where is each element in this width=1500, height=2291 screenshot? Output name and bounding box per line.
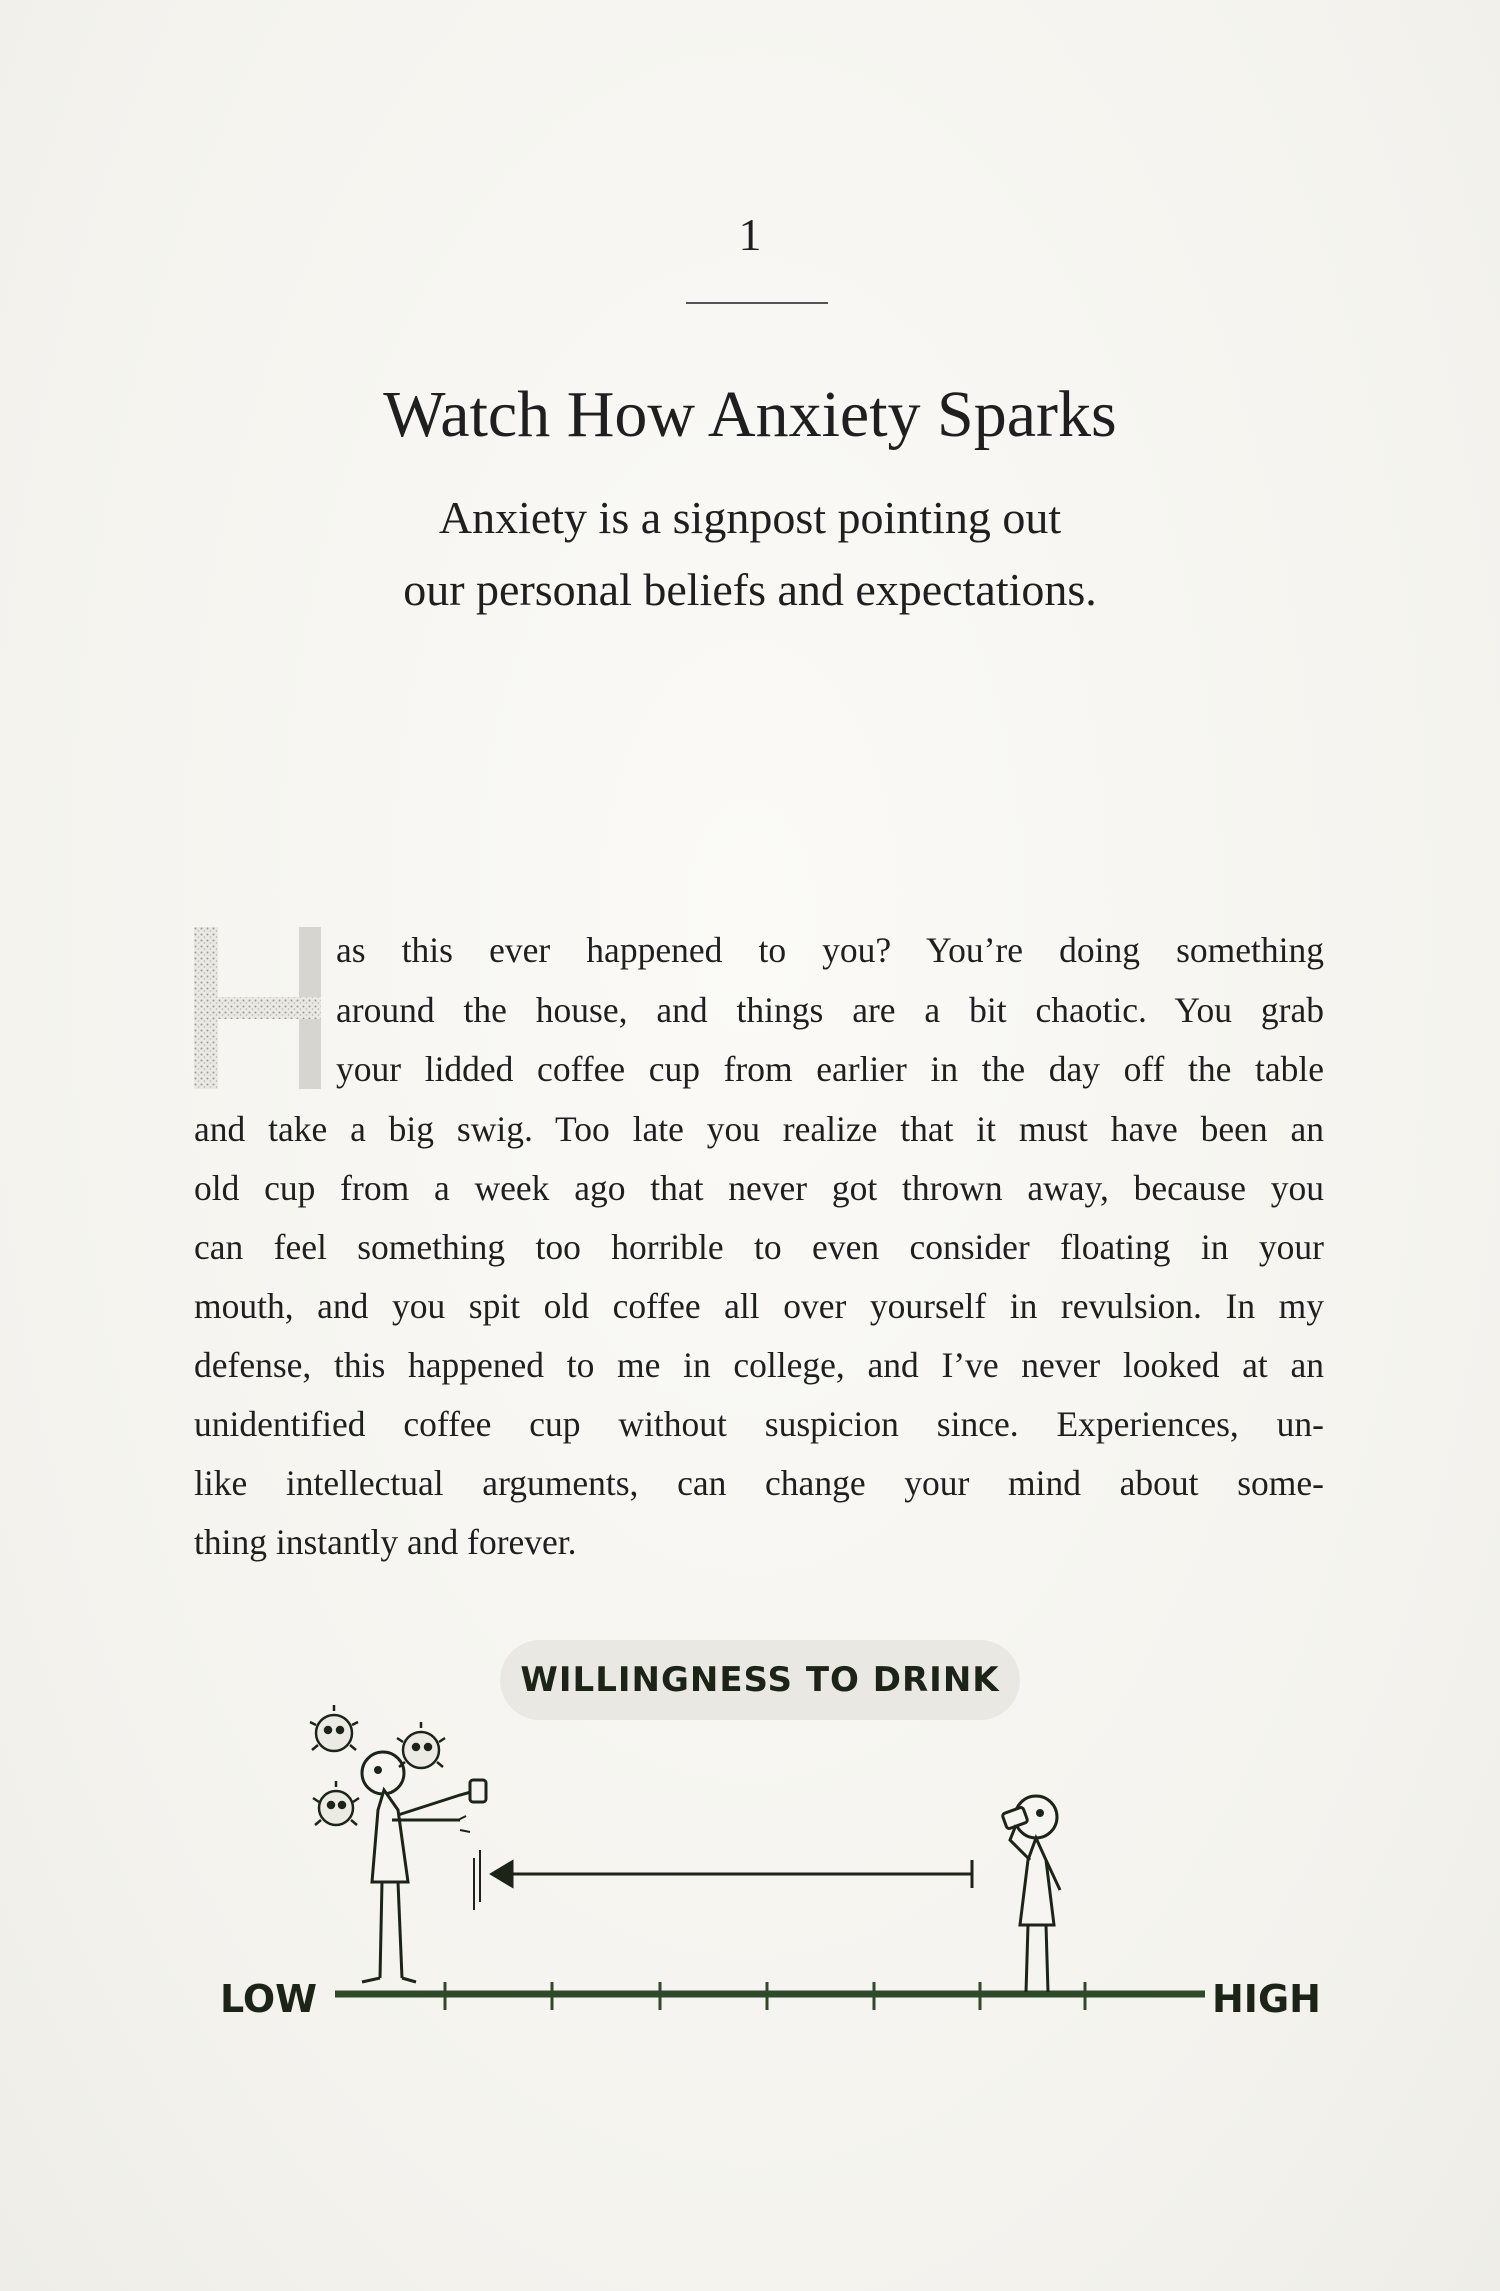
subtitle-line: our personal beliefs and expectations.: [403, 564, 1097, 615]
subtitle-line: Anxiety is a signpost pointing out: [438, 492, 1062, 543]
body-line: defense, this happened to me in college, and I’ve never looked at an: [194, 1345, 1324, 1385]
spitting-figure: [362, 1752, 486, 1982]
willingness-scale-illustration: [0, 1620, 1500, 2050]
body-line: mouth, and you spit old coffee all over yourself in revulsion. In my: [194, 1286, 1324, 1326]
chapter-subtitle: [0, 482, 1500, 626]
body-line: around the house, and things are a bit chaotic. You grab: [336, 990, 1324, 1030]
scale-high-label: HIGH: [1212, 1977, 1321, 2021]
illustration-title: WILLINGNESS TO DRINK: [520, 1660, 1000, 1700]
body-line: like intellectual arguments, can change your mind about some-: [194, 1463, 1324, 1503]
willingness-arrow: [492, 1860, 972, 1888]
chapter-divider: [686, 302, 828, 304]
body-line: can feel something too horrible to even consider floating in your: [194, 1227, 1324, 1267]
body-line: and take a big swig. Too late you realize that it must have been an: [194, 1109, 1324, 1149]
body-line: your lidded coffee cup from earlier in the day off the table: [336, 1049, 1324, 1089]
body-line: thing instantly and forever.: [194, 1522, 577, 1562]
drop-cap-h: [194, 927, 326, 1089]
drinking-figure: [1002, 1796, 1060, 1992]
body-line: old cup from a week ago that never got thrown away, because you: [194, 1168, 1324, 1208]
body-line: as this ever happened to you? You’re doing something: [336, 930, 1324, 970]
chapter-number: 1: [738, 209, 762, 260]
scale-low-label: LOW: [220, 1977, 318, 2021]
body-line: unidentified coffee cup without suspicion since. Experiences, un-: [194, 1404, 1324, 1444]
chapter-title: Watch How Anxiety Sparks: [383, 378, 1117, 451]
